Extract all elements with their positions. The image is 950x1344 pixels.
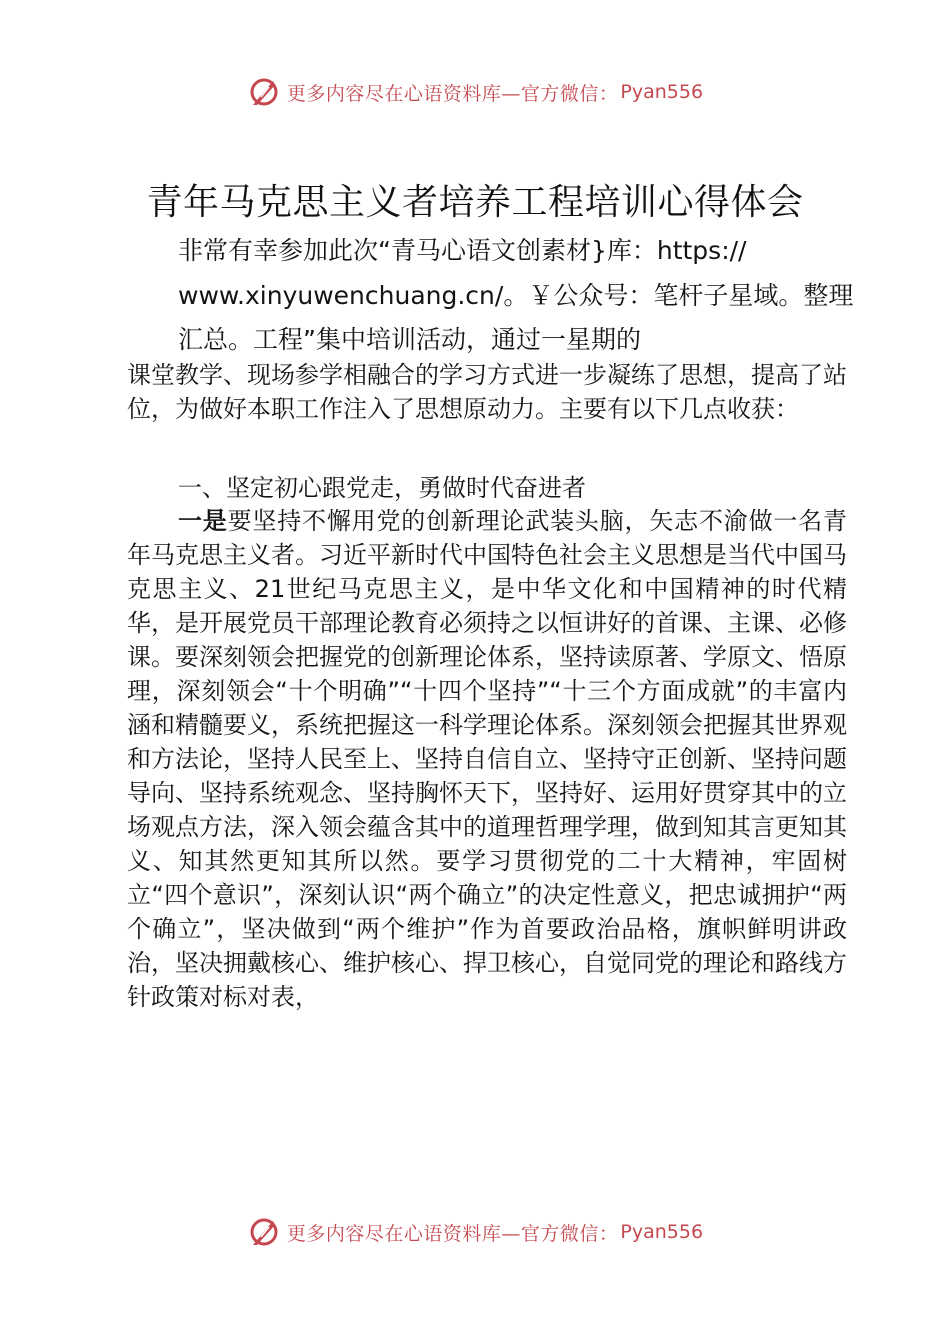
document-title: 青年马克思主义者培养工程培训心得体会: [146, 182, 804, 223]
body-text: 要坚持不懈用党的创新理论武装头脑，矢志不渝做一名青年马克思主义者。习近平新时代中国特色社会主义思想是当代中国马克思主义、21世纪马克思主义，是中华文化和中国精神的时代精华，是开展党员干部理论教育必须持之以恒讲好的首课、主课、必修课。要深刻领会把握党的创新理论体系，坚持读原著、学原文、悟原理，深刻领会“十个明确”“十四个坚持”“十三个方面成就”的丰富内涵和精髓要义，系统把握这一科学理论体系。深刻领会把握其世界观和方法论，坚持人民至上、坚持自信自立、坚持守正创新、坚持问题导向、坚持系统观念、坚持胸怀天下，坚持好、运用好贯穿其中的立场观点方法，深入领会蕴含其中的道理哲理学理，做到知其言更知其义、知其然更知其所以然。要学习贯彻党的二十大精神，牢固树立“四个意识”，深刻认识“两个确立”的决定性意义，把忠诚拥护“两个确立”，坚决做到“两个维护”作为首要政治品格，旗帜鲜明讲政治，坚决拥戴核心、维护核心、捍卫核心，自觉同党的理论和路线方针政策对标对表，: [127, 507, 848, 1011]
body-lead-bold: 一是: [178, 507, 228, 535]
intro-line-1: 非常有幸参加此次“青马心语文创素材}库：https://: [178, 236, 747, 265]
intro-continuation: 课堂教学、现场参学相融合的学习方式进一步凝练了思想，提高了站位，为做好本职工作注入了思想原动力。主要有以下几点收获：: [127, 361, 847, 423]
section-heading: 一、坚定初心跟党走，勇做时代奋进者: [178, 474, 586, 502]
footer-wechat-id: Pyan556: [620, 1221, 704, 1243]
body-paragraph: [127, 504, 847, 1014]
intro-line-3: 汇总。工程”集中培训活动，通过一星期的: [178, 325, 641, 354]
header-wechat-id: Pyan556: [620, 81, 704, 103]
header-banner-text: 更多内容尽在心语资料库—官方微信：: [286, 82, 619, 105]
header-banner: [0, 72, 950, 112]
intro-line-2: www.xinyuwenchuang.cn/。￥公众号：笔杆子星域。整理: [178, 281, 854, 310]
quill-logo-icon: [247, 75, 281, 109]
quill-logo-icon: [247, 1215, 281, 1249]
footer-banner: [0, 1212, 950, 1252]
footer-banner-text: 更多内容尽在心语资料库—官方微信：: [286, 1222, 619, 1245]
